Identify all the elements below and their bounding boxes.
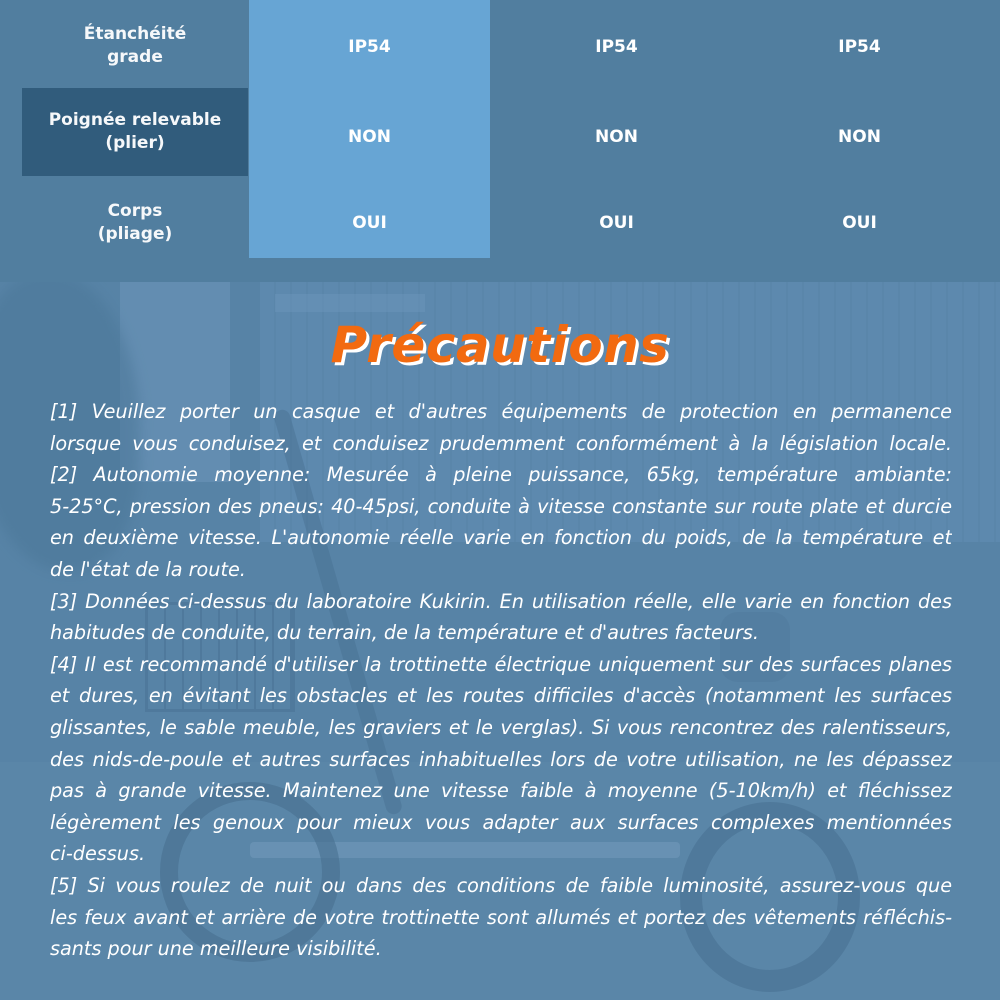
row-label-line: (plier) — [105, 133, 165, 153]
row-label-line: Corps — [107, 201, 163, 221]
precaution-line: pas à grande vitesse. Maintenez une vitesse faible à moyenne (5-10km/h) et fléchissez — [50, 779, 952, 803]
precaution-line: [4] Il est recommandé d'utiliser la trottinette électrique uniquement sur des surfaces planes — [50, 652, 952, 676]
row-label-folding-body — [22, 180, 248, 266]
cell-waterproof-col3: IP54 — [838, 37, 881, 57]
precaution-line: [1] Veuillez porter un casque et d'autres équipements de protection en permanence — [50, 400, 952, 423]
precaution-line: sants pour une meilleure visibilité. — [50, 937, 382, 961]
precaution-line: [2] Autonomie moyenne: Mesurée à pleine puissance, 65kg, température ambiante: — [50, 463, 952, 487]
cell-folding-body-col3: OUI — [842, 213, 877, 233]
row-label-waterproof-grade — [22, 4, 248, 88]
cell-folding-body-col1: OUI — [352, 213, 387, 233]
cell-waterproof-col1: IP54 — [348, 37, 391, 57]
precaution-line: glissantes, le sable meuble, les graviers et le verglas). Si vous rencontrez des ralentisseurs, — [50, 715, 952, 739]
precaution-line: de l'état de la route. — [50, 557, 246, 581]
precaution-line: habitudes de conduite, du terrain, de la température et d'autres facteurs. — [50, 621, 759, 645]
precaution-line: [5] Si vous roulez de nuit ou dans des conditions de faible luminosité, assurez-vous que — [50, 873, 952, 897]
precaution-line: 5-25°C, pression des pneus: 40-45psi, conduite à vitesse constante sur route plate et durcie — [50, 494, 952, 518]
row-label-line: Poignée relevable — [48, 110, 222, 130]
cell-waterproof-col2: IP54 — [595, 37, 638, 57]
cell-folding-body-col2: OUI — [599, 213, 634, 233]
cell-folding-handle-col2: NON — [595, 127, 638, 147]
precaution-line: légèrement les genoux pour mieux vous adapter aux surfaces complexes mentionnées — [50, 810, 952, 834]
precaution-line: lorsque vous conduisez, et conduisez prudemment conformément à la législation locale. — [50, 431, 952, 455]
cell-folding-handle-col1: NON — [348, 127, 391, 147]
spec-table — [0, 0, 1000, 282]
precautions-title: Précautions — [330, 316, 670, 374]
roof-shape — [275, 294, 425, 312]
precautions-text — [50, 396, 952, 965]
row-label-line: (pliage) — [97, 224, 173, 244]
row-label-folding-handle — [22, 88, 248, 176]
precaution-line: en deuxième vitesse. L'autonomie réelle varie en fonction du poids, de la température et — [50, 526, 952, 550]
precaution-line: ci-dessus. — [50, 842, 146, 866]
precaution-line: [3] Données ci-dessus du laboratoire Kukirin. En utilisation réelle, elle varie en fonction des — [50, 589, 952, 613]
cell-folding-handle-col3: NON — [838, 127, 881, 147]
row-label-line: grade — [107, 47, 163, 67]
row-label-line: Étanchéité — [83, 24, 187, 44]
precaution-line: des nids-de-poule et autres surfaces inhabituelles lors de votre utilisation, ne les dépassez — [50, 747, 952, 771]
precaution-line: et dures, en évitant les obstacles et les routes difficiles d'accès (notamment les surfaces — [50, 684, 952, 708]
precaution-line: les feux avant et arrière de votre trottinette sont allumés et portez des vêtements réfléchis- — [50, 905, 952, 929]
